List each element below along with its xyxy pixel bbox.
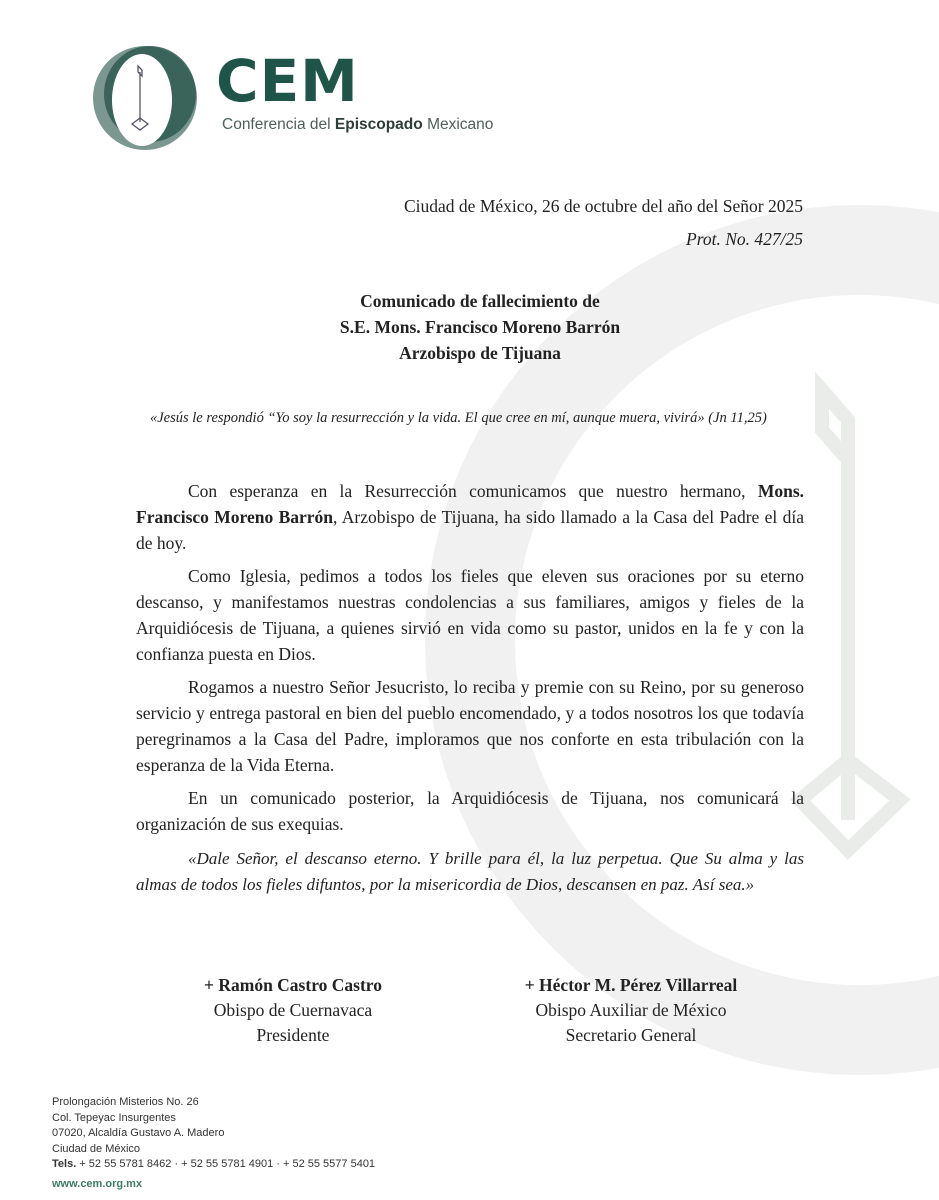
cem-logo-icon (90, 42, 200, 154)
signer-title: Secretario General (565, 1025, 697, 1045)
paragraph: Como Iglesia, pedimos a todos los fieles que eleven sus oraciones por su eterno descanso, y manifestamos nuestras condolencias a sus familiares, amigos y fieles de la Arquidiócesis de Tijuana, a quienes sirvió en vida como su pastor, unidos en la fe y con la confianza puesta en Dios. (136, 566, 804, 664)
signer-name: + Héctor M. Pérez Villarreal (524, 975, 738, 995)
signer-title: Presidente (256, 1025, 330, 1045)
signer-role: Obispo de Cuernavaca (213, 1000, 373, 1020)
paragraph: En un comunicado posterior, la Arquidiócesis de Tijuana, nos comunicará la organización de sus exequias. (136, 788, 804, 834)
epigraph-quote: «Jesús le respondió “Yo soy la resurrección y la vida. El que cree en mí, aunque muera, vivirá» (Jn 11,25) (150, 410, 767, 426)
protocol-number: Prot. No. 427/25 (686, 229, 803, 249)
signature-secretary (481, 973, 781, 1048)
address-line: Col. Tepeyac Insurgentes (52, 1111, 176, 1124)
date-line: Ciudad de México, 26 de octubre del año del Señor 2025 (404, 196, 803, 216)
organization-name: Conferencia del Episcopado Mexicano (222, 116, 494, 133)
title-line: Comunicado de fallecimiento de (360, 291, 600, 311)
address-line: Ciudad de México (52, 1142, 141, 1155)
signer-name: + Ramón Castro Castro (204, 975, 382, 995)
title-line: Arzobispo de Tijuana (399, 343, 561, 363)
paragraph: Rogamos a nuestro Señor Jesucristo, lo reciba y premie con su Reino, por su generoso servicio y entrega pastoral en bien del pueblo encomendado, y a todos nosotros los que todavía peregrinamos a la Casa del Padre, imploramos que nos conforte en esta tribulación con la esperanza de la Vida Eterna. (136, 677, 804, 775)
phone-numbers: Tels. + 52 55 5781 8462 · + 52 55 5781 4901 · + 52 55 5577 5401 (52, 1158, 376, 1170)
address-line: Prolongación Misterios No. 26 (52, 1096, 199, 1108)
document-body (136, 478, 804, 844)
footer-contact (52, 1095, 375, 1192)
paragraph: Con esperanza en la Resurrección comunicamos que nuestro hermano, Mons. Francisco Moreno Barrón, Arzobispo de Tijuana, ha sido llamado a la Casa del Padre el día de hoy. (136, 481, 804, 553)
signer-role: Obispo Auxiliar de México (535, 1000, 727, 1020)
document-title (0, 288, 939, 366)
title-line: S.E. Mons. Francisco Moreno Barrón (339, 317, 621, 337)
closing-prayer: «Dale Señor, el descanso eterno. Y brille para él, la luz perpetua. Que Su alma y las almas de todos los fieles difuntos, por la misericordia de Dios, descansen en paz. Así sea.» (136, 849, 804, 894)
address-line: 07020, Alcaldía Gustavo A. Madero (52, 1127, 225, 1139)
logo-wordmark: CEM (216, 47, 359, 115)
website-link[interactable]: www.cem.org.mx (52, 1177, 143, 1190)
signature-president (143, 973, 443, 1048)
